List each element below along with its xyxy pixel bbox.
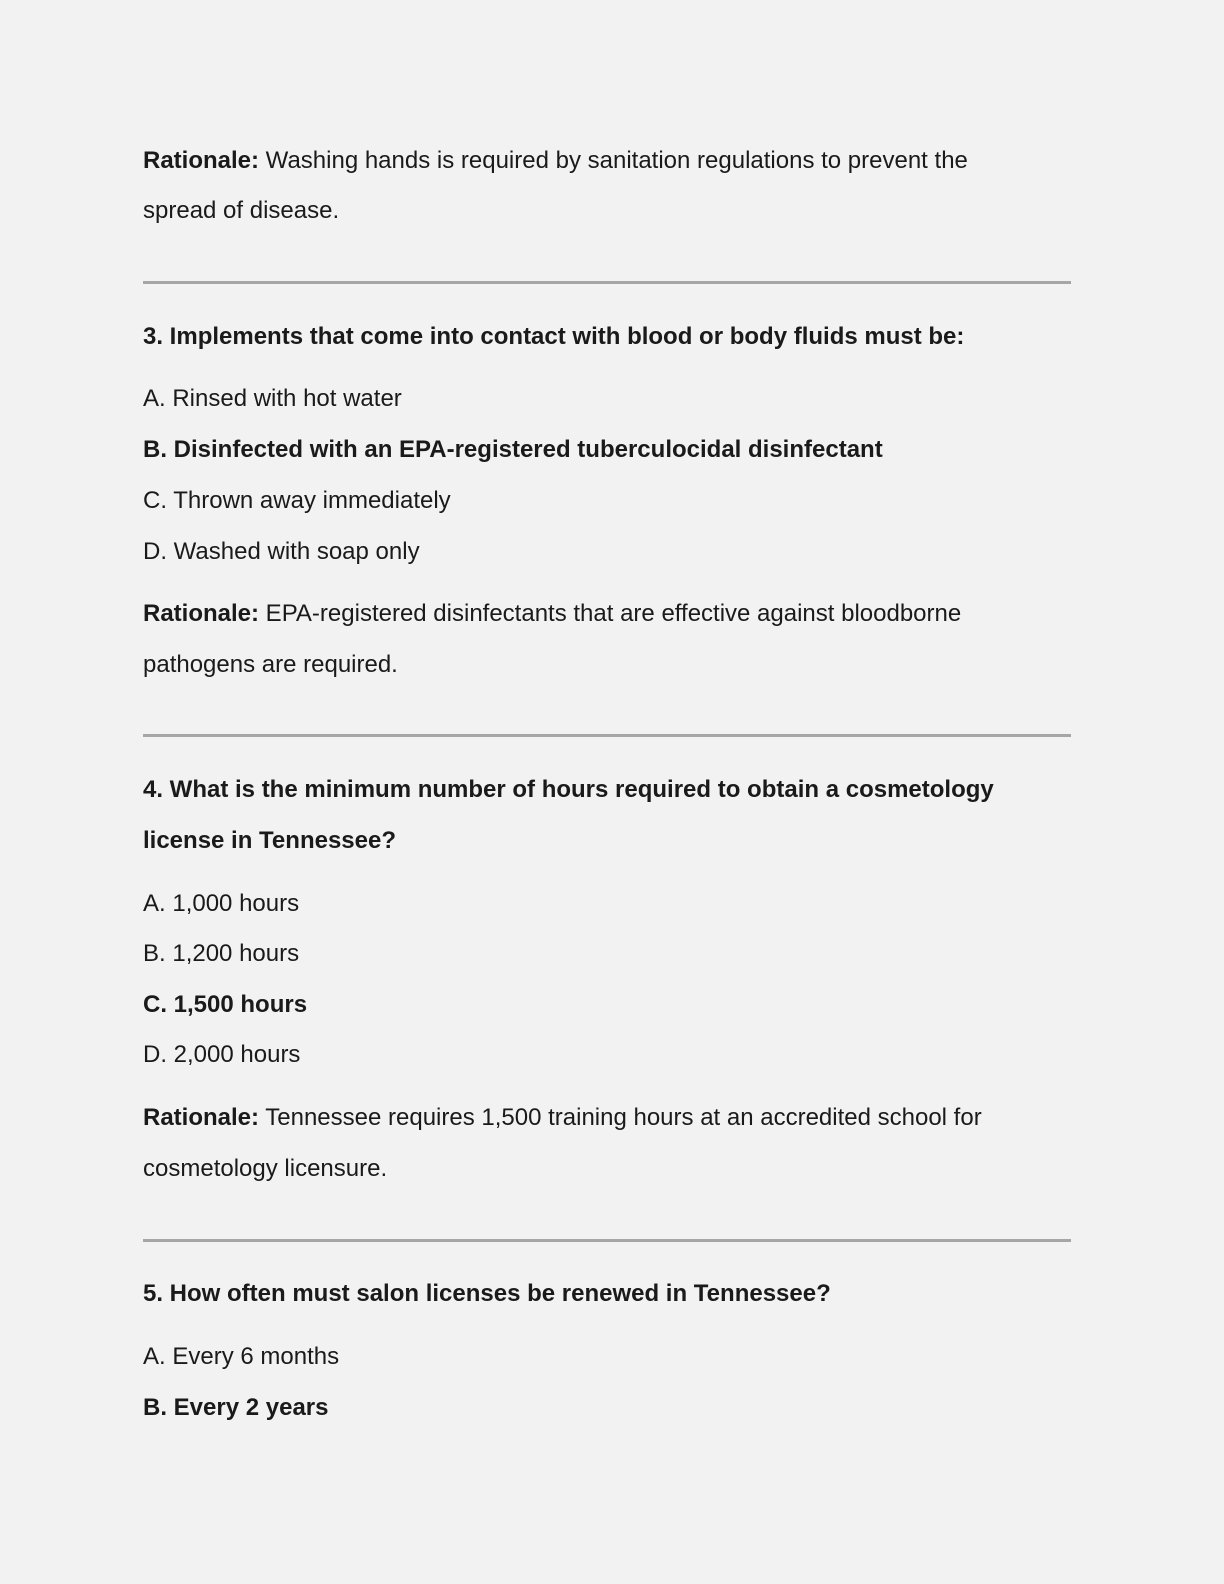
q4-option-d: D. 2,000 hours [143, 1041, 301, 1068]
rationale-q2-continued: spread of disease. [143, 197, 340, 224]
q3-option-c: C. Thrown away immediately [143, 487, 451, 514]
question-4: 4. What is the minimum number of hours required to obtain a cosmetology [143, 776, 994, 803]
rationale-q4-continued: cosmetology licensure. [143, 1155, 388, 1182]
rationale-label: Rationale: [143, 600, 260, 627]
rationale-text: Washing hands is required by sanitation regulations to prevent the [259, 147, 968, 174]
divider [143, 734, 1071, 737]
q5-option-b-correct: B. Every 2 years [143, 1394, 329, 1421]
divider [143, 281, 1071, 284]
question-4-continued: license in Tennessee? [143, 827, 396, 854]
rationale-q3 [143, 599, 961, 629]
q4-option-a: A. 1,000 hours [143, 890, 300, 917]
q3-option-a: A. Rinsed with hot water [143, 385, 402, 412]
q5-option-a: A. Every 6 months [143, 1343, 340, 1370]
rationale-text: Tennessee requires 1,500 training hours at an accredited school for [259, 1104, 982, 1131]
rationale-q3-continued: pathogens are required. [143, 651, 398, 678]
rationale-label: Rationale: [143, 147, 260, 174]
rationale-q2 [143, 146, 968, 176]
rationale-label: Rationale: [143, 1104, 260, 1131]
question-5: 5. How often must salon licenses be renewed in Tennessee? [143, 1280, 831, 1307]
rationale-text: EPA-registered disinfectants that are effective against bloodborne [259, 600, 962, 627]
q3-option-d: D. Washed with soap only [143, 538, 420, 565]
q3-option-b-correct: B. Disinfected with an EPA-registered tuberculocidal disinfectant [143, 436, 883, 463]
divider [143, 1239, 1071, 1242]
q4-option-c-correct: C. 1,500 hours [143, 991, 308, 1018]
rationale-q4 [143, 1103, 982, 1133]
question-3: 3. Implements that come into contact with blood or body fluids must be: [143, 323, 965, 350]
q4-option-b: B. 1,200 hours [143, 940, 300, 967]
